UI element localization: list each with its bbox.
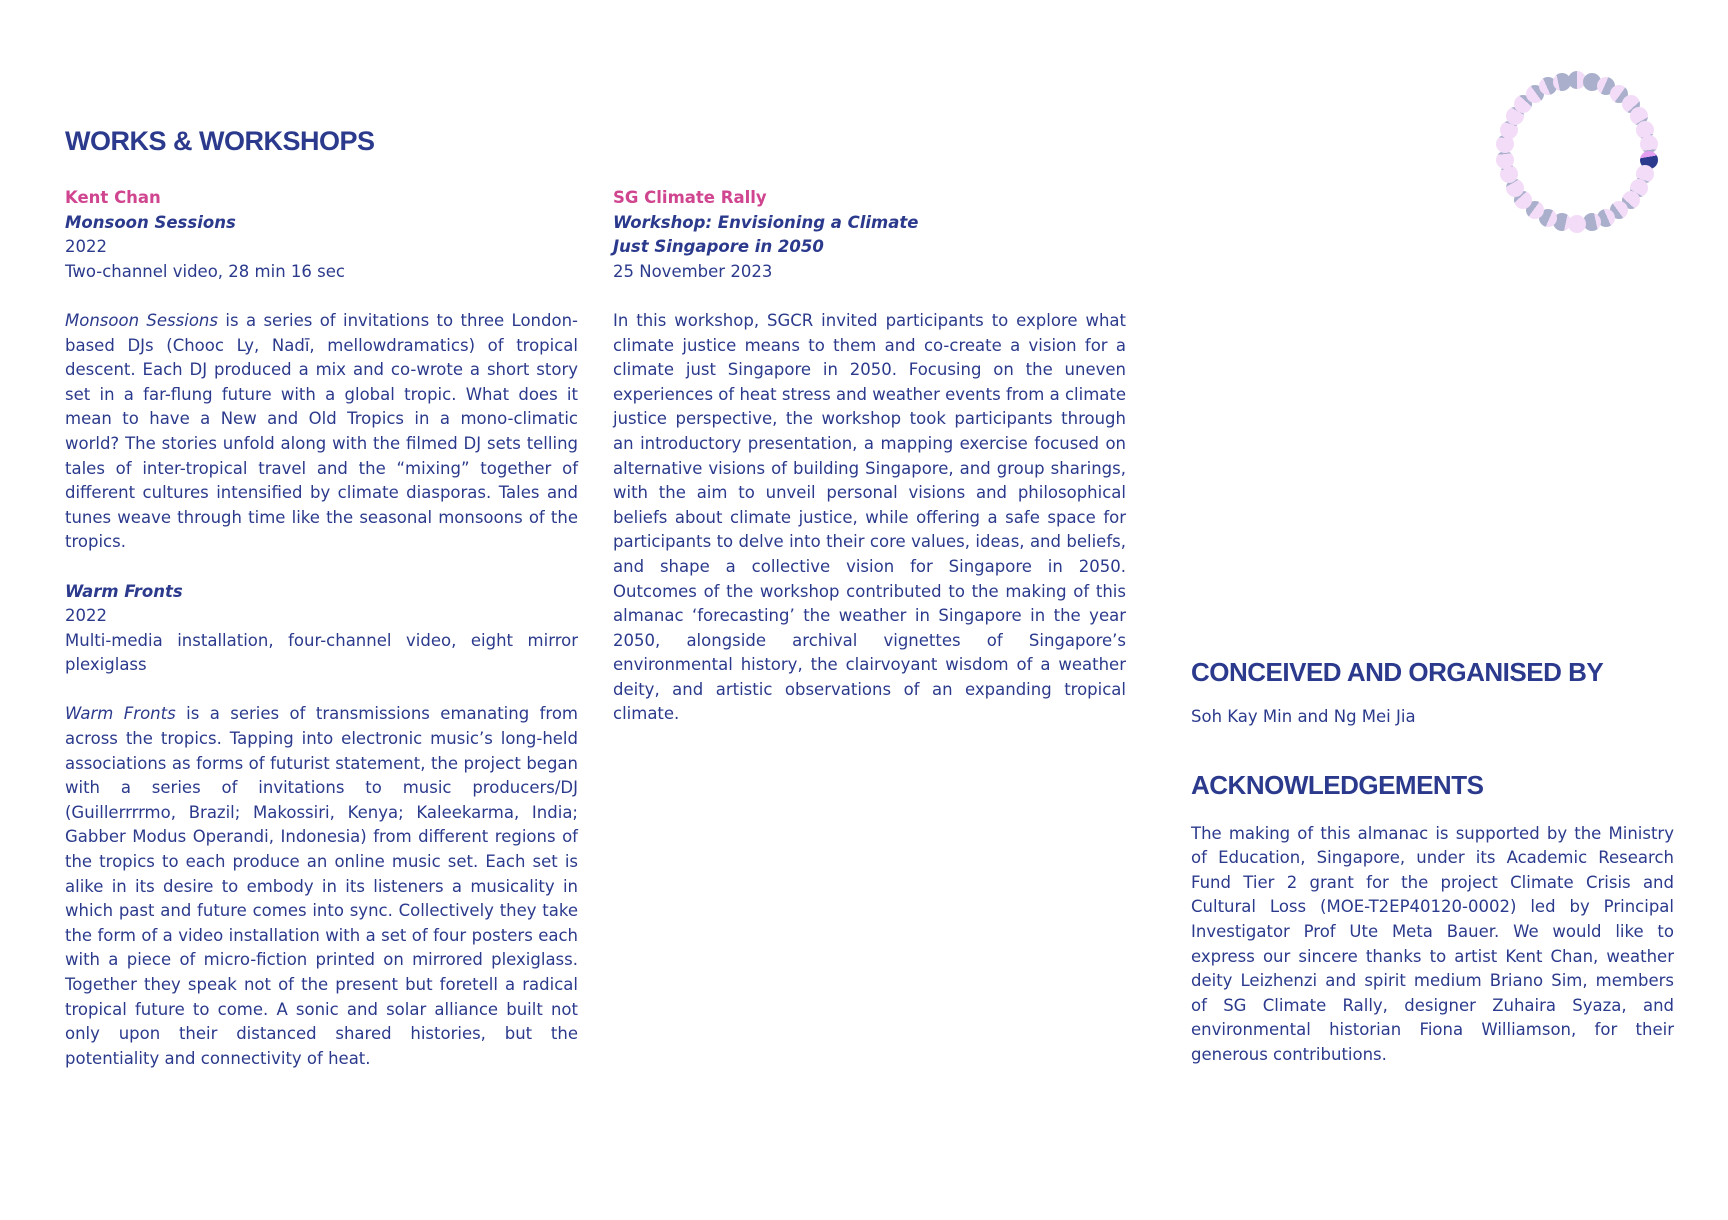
column-credits (1191, 655, 1674, 1068)
work-medium: Two-channel video, 28 min 16 sec (65, 261, 345, 281)
work-year: 2022 (65, 237, 107, 257)
column-kent-chan (65, 186, 578, 1071)
page-heading: WORKS & WORKSHOPS (65, 126, 375, 156)
moon-phase-dot (1553, 73, 1571, 91)
work-description: Warm Fronts is a series of transmissions emanating from across the tropics. Tapping into electronic music’s long-held associations as forms of futurist statement, the project began with a series of invitations to music producers/DJ (Guillerrrrmo, Brazil; Makossiri, Kenya; Kaleekarma, India; Gabber Modus Operandi, Indonesia) from different regions of the tropics to each produce an online music set. Each set is alike in its desire to embody in its listeners a musicality in which past and future comes into sync. Collectively they take the form of a video installation with a set of four posters each with a piece of micro-fiction printed on mirrored plexiglass. Together they speak not of the present but foretell a radical tropical future to come. A sonic and solar alliance built not only upon their distanced shared histories, but the potentiality and connectivity of heat. (65, 704, 578, 1068)
work-year: 2022 (65, 606, 107, 626)
work-description: In this workshop, SGCR invited participants to explore what climate justice means to them and co-create a vision for a climate just Singapore in 2050. Focusing on the uneven experiences of heat stress and weather events from a climate justice perspective, the workshop took participants through an introductory presentation, a mapping exercise focused on alternative visions of building Singapore, and group sharings, with the aim to unveil personal visions and philosophical beliefs about climate justice, while offering a safe space for participants to delve into their core values, ideas, and beliefs, and shape a collective vision for Singapore in 2050. Outcomes of the workshop contributed to the making of this almanac ‘forecasting’ the weather in Singapore in the year 2050, alongside archival vignettes of Singapore’s environmental history, the clairvoyant wisdom of a weather deity, and artistic observations of an expanding tropical climate. (613, 310, 1126, 724)
artist-name: SG Climate Rally (613, 188, 767, 207)
work-date: 25 November 2023 (613, 261, 773, 281)
column-sg-climate-rally (613, 186, 1126, 727)
work-title: Monsoon Sessions (65, 212, 236, 232)
work-title: Workshop: Envisioning a Climate Just Singapore in 2050 (613, 212, 919, 257)
work-medium: Multi-media installation, four-channel video, eight mirror plexiglass (65, 630, 578, 675)
work-title: Warm Fronts (65, 581, 183, 601)
organisers: Soh Kay Min and Ng Mei Jia (1191, 707, 1416, 726)
conceived-heading: CONCEIVED AND ORGANISED BY (1191, 657, 1604, 687)
acknowledgements-text: The making of this almanac is supported by the Ministry of Education, Singapore, under its Academic Research Fund Tier 2 grant for the project Climate Crisis and Cultural Loss (MOE-T2EP40120-0002) led by Principal Investigator Prof Ute Meta Bauer. We would like to express our sincere thanks to artist Kent Chan, weather deity Leizhenzi and spirit medium Briano Sim, members of SG Climate Rally, designer Zuhaira Syaza, and environmental historian Fiona Williamson, for their generous contributions. (1191, 823, 1674, 1064)
artist-name: Kent Chan (65, 188, 161, 207)
moon-phase-ring-graphic (1497, 72, 1657, 232)
moon-phase-dot (1496, 151, 1514, 169)
work-description: Monsoon Sessions is a series of invitations to three London-based DJs (Chooc Ly, Nadī, mellowdramatics) of tropical descent. Each DJ produced a mix and co-wrote a short story set in a far-flung future with a global tropic. What does it mean to have a New and Old Tropics in a mono-climatic world? The stories unfold along with the filmed DJ sets telling tales of inter-tropical travel and the “mixing” together of different cultures intensified by climate diasporas. Tales and tunes weave through time like the seasonal monsoons of the tropics. (65, 310, 578, 552)
acknowledgements-heading: ACKNOWLEDGEMENTS (1191, 769, 1484, 800)
